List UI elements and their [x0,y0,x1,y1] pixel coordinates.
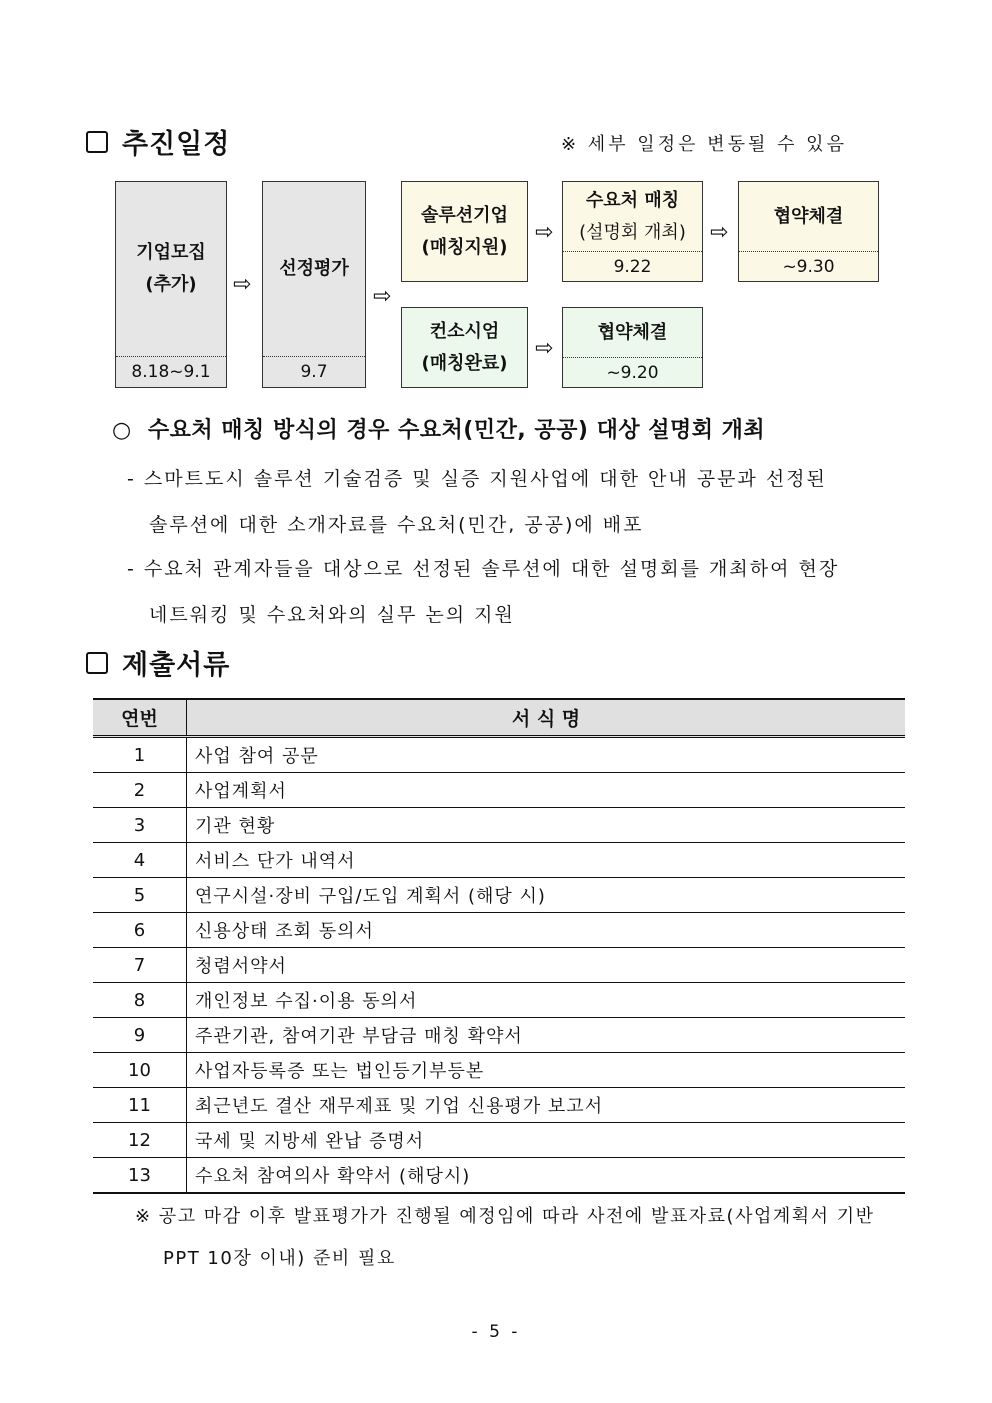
table-row [93,737,905,773]
section-title-schedule [86,122,230,161]
flow-track-a-matching-line1: 수요처 매칭 [585,189,680,211]
row-form-name: 사업 참여 공문 [187,737,906,773]
flow-track-b-consortium [401,307,528,388]
table-row [93,1088,905,1123]
row-number: 8 [93,983,187,1018]
arrow-right-icon: ⇨ [535,336,554,361]
flow-track-b-consortium-line2: (매칭완료) [421,352,508,374]
row-number: 3 [93,808,187,843]
circle-bullet-icon: ○ [112,418,132,443]
row-number: 6 [93,913,187,948]
dash-marker: - [127,558,136,580]
table-row [93,1053,905,1088]
row-number: 7 [93,948,187,983]
checkbox-square-icon [86,131,108,153]
flow-track-a-solution-line2: (매칭지원) [421,236,508,258]
table-row [93,983,905,1018]
row-number: 13 [93,1158,187,1194]
flow-track-a-solution [401,181,528,282]
table-row [93,1123,905,1158]
table-row [93,1018,905,1053]
footnote-line: PPT 10장 이내) 준비 필요 [163,1248,396,1269]
arrow-right-icon: ⇨ [535,220,554,245]
flow-step-recruit-date: 8.18~9.1 [116,356,226,387]
flow-step-recruit [115,181,227,388]
row-form-name: 수요처 참여의사 확약서 (해당시) [187,1158,906,1194]
table-row [93,948,905,983]
table-row [93,843,905,878]
schedule-note: ※ 세부 일정은 변동될 수 있음 [561,134,847,155]
flow-track-a-agreement-date: ~9.30 [739,251,878,281]
row-number: 11 [93,1088,187,1123]
row-form-name: 최근년도 결산 재무제표 및 기업 신용평가 보고서 [187,1088,906,1123]
flow-track-a-matching-line2: (설명회 개최) [579,221,686,243]
flow-track-b-agreement-date: ~9.20 [563,357,702,387]
row-form-name: 사업계획서 [187,773,906,808]
section-title-text: 제출서류 [122,650,231,681]
row-form-name: 주관기관, 참여기관 부담금 매칭 확약서 [187,1018,906,1053]
row-form-name: 국세 및 지방세 완납 증명서 [187,1123,906,1158]
dash-item [127,456,827,548]
dash-line: 수요처 관계자들을 대상으로 선정된 솔루션에 대한 설명회를 개최하여 현장 [143,558,840,580]
row-form-name: 개인정보 수집·이용 동의서 [187,983,906,1018]
row-number: 9 [93,1018,187,1053]
section-title-text: 추진일정 [122,129,231,160]
dash-marker: - [127,468,136,490]
arrow-right-icon: ⇨ [373,284,392,309]
row-number: 5 [93,878,187,913]
documents-table [93,698,905,1194]
flow-step-recruit-line1: 기업모집 [136,242,206,263]
dash-line: 솔루션에 대한 소개자료를 수요처(민간, 공공)에 배포 [149,514,644,536]
flow-step-evaluation-line1: 선정평가 [279,258,349,279]
table-row [93,773,905,808]
arrow-right-icon: ⇨ [710,220,729,245]
page-number: - 5 - [471,1322,521,1342]
flow-step-recruit-line2: (추가) [145,274,197,295]
bullet-item [112,413,765,444]
row-number: 1 [93,737,187,773]
row-form-name: 기관 현황 [187,808,906,843]
row-form-name: 청렴서약서 [187,948,906,983]
row-number: 10 [93,1053,187,1088]
row-number: 12 [93,1123,187,1158]
row-form-name: 서비스 단가 내역서 [187,843,906,878]
footnote [135,1196,915,1280]
column-header-form-name: 서 식 명 [187,699,906,737]
row-number: 4 [93,843,187,878]
flow-track-a-matching-date: 9.22 [563,251,702,281]
table-row [93,913,905,948]
table-row [93,808,905,843]
dash-line: 네트워킹 및 수요처와의 실무 논의 지원 [149,604,515,626]
flow-step-evaluation-date: 9.7 [263,356,365,387]
column-header-number: 연번 [93,699,187,737]
flow-track-b-consortium-line1: 컨소시엄 [429,320,500,342]
flow-step-evaluation [262,181,366,388]
table-row [93,878,905,913]
dash-item [127,546,839,638]
flow-track-a-matching [562,181,703,282]
arrow-right-icon: ⇨ [233,272,252,297]
flow-track-a-agreement-line1: 협약체결 [773,205,844,227]
flow-track-b-agreement [562,307,703,388]
flow-track-a-agreement [738,181,879,282]
flow-track-b-agreement-line1: 협약체결 [597,321,668,343]
dash-line: 스마트도시 솔루션 기술검증 및 실증 지원사업에 대한 안내 공문과 선정된 [143,468,827,490]
row-form-name: 신용상태 조회 동의서 [187,913,906,948]
bullet-text: 수요처 매칭 방식의 경우 수요처(민간, 공공) 대상 설명회 개최 [147,418,766,443]
table-header-row [93,699,905,737]
row-form-name: 사업자등록증 또는 법인등기부등본 [187,1053,906,1088]
section-title-documents [86,643,230,682]
row-number: 2 [93,773,187,808]
table-row [93,1158,905,1194]
row-form-name: 연구시설·장비 구입/도입 계획서 (해당 시) [187,878,906,913]
footnote-line: ※ 공고 마감 이후 발표평가가 진행될 예정임에 따라 사전에 발표자료(사업계획서 기반 [135,1206,875,1227]
checkbox-square-icon [86,652,108,674]
flow-track-a-solution-line1: 솔루션기업 [421,204,508,226]
